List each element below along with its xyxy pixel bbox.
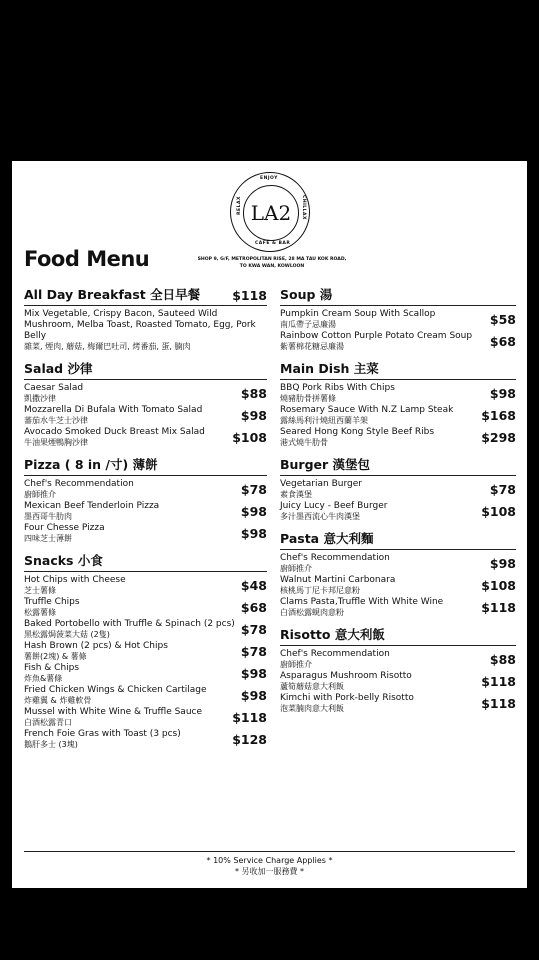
menu-item-name-en: Mussel with White Wine & Truffle Sauce xyxy=(24,707,203,717)
menu-item-name-en: Vegetarian Burger xyxy=(280,479,362,489)
menu-item-name-en: Kimchi with Pork-belly Risotto xyxy=(280,693,414,703)
breakfast-price: $118 xyxy=(232,288,267,303)
menu-item-price: $68 xyxy=(489,334,516,349)
menu-item xyxy=(24,663,267,684)
menu-item-name-zh: 多汁墨西流心牛肉漢堡 xyxy=(280,512,360,521)
menu-item-price: $98 xyxy=(240,526,267,541)
menu-item-names xyxy=(24,523,237,544)
menu-item-name-zh: 蘆筍蘑菇意大利飯 xyxy=(280,682,344,691)
menu-item xyxy=(24,405,267,426)
section-heading xyxy=(24,455,267,476)
menu-item xyxy=(24,597,267,618)
menu-item-names xyxy=(24,501,237,522)
risotto-heading: Risotto 意大利飯 xyxy=(280,627,385,642)
menu-item-price: $98 xyxy=(489,556,516,571)
menu-item-price: $108 xyxy=(232,430,267,445)
menu-item-name-en: Pumpkin Cream Soup With Scallop xyxy=(280,309,436,319)
menu-item-name-en: Hot Chips with Cheese xyxy=(24,575,126,585)
section-pizza xyxy=(24,455,267,544)
pizza-heading: Pizza ( 8 in /寸) 薄餅 xyxy=(24,457,158,472)
menu-item-names xyxy=(280,309,486,330)
salad-heading: Salad 沙律 xyxy=(24,361,93,376)
menu-item-name-zh: 薯餅(2塊) & 薯條 xyxy=(24,652,87,661)
menu-item-name-en: Four Chesse Pizza xyxy=(24,523,105,533)
service-charge-en: * 10% Service Charge Applies * xyxy=(206,856,333,865)
menu-page xyxy=(12,161,527,888)
breakfast-desc-en: Mix Vegetable, Crispy Bacon, Sauteed Wild Mushroom, Melba Toast, Roasted Tomato, Egg, Pork Belly xyxy=(24,309,256,341)
menu-item-name-en: Fish & Chips xyxy=(24,663,80,673)
section-heading xyxy=(280,625,516,646)
menu-item-price: $98 xyxy=(240,666,267,681)
section-salad xyxy=(24,359,267,448)
menu-item-name-en: Clams Pasta,Truffle With White Wine xyxy=(280,597,444,607)
logo-brand: LA2 xyxy=(243,185,299,241)
menu-item-name-zh: 廚師推介 xyxy=(24,490,56,499)
breakfast-heading: All Day Breakfast 全日早餐 xyxy=(24,287,201,302)
menu-item xyxy=(24,729,267,750)
logo-right-text: CHILLAX xyxy=(300,195,306,220)
menu-item-names xyxy=(280,575,477,596)
menu-item-names xyxy=(24,685,237,706)
address-line1: SHOP 9, G/F, METROPOLITAN RISE, 28 MA TAU KOK ROAD, xyxy=(197,257,347,262)
menu-item-names xyxy=(24,405,237,426)
menu-item-name-en: Avocado Smoked Duck Breast Mix Salad xyxy=(24,427,205,437)
section-soup xyxy=(280,285,516,352)
menu-item-price: $98 xyxy=(240,408,267,423)
menu-item-name-en: Chef's Recommendation xyxy=(24,479,134,489)
menu-item-name-zh: 凱撒沙律 xyxy=(24,394,56,403)
menu-item-name-zh: 素食漢堡 xyxy=(280,490,312,499)
menu-item-name-zh: 炸雞翼 & 炸雞軟骨 xyxy=(24,696,92,705)
menu-item xyxy=(280,331,516,352)
section-heading xyxy=(280,455,516,476)
menu-item-name-zh: 港式燒牛肋骨 xyxy=(280,438,328,447)
menu-item xyxy=(280,383,516,404)
menu-item-name-zh: 廚師推介 xyxy=(280,660,312,669)
menu-item xyxy=(24,523,267,544)
menu-item-price: $298 xyxy=(481,430,516,445)
menu-item-names xyxy=(24,383,237,404)
menu-item-price: $108 xyxy=(481,578,516,593)
menu-item-names xyxy=(24,575,237,596)
menu-item-price: $108 xyxy=(481,504,516,519)
menu-item-price: $58 xyxy=(489,312,516,327)
menu-item xyxy=(24,707,267,728)
main-heading: Main Dish 主菜 xyxy=(280,361,379,376)
menu-item-price: $78 xyxy=(489,482,516,497)
pasta-heading: Pasta 意大利麵 xyxy=(280,531,374,546)
menu-item-name-zh: 燒豬肋骨拼薯條 xyxy=(280,394,336,403)
right-column xyxy=(280,285,516,721)
breakfast-desc-zh: 雜菜, 煙肉, 蘑菇, 梅爾巴吐司, 烤番茄, 蛋, 腩肉 xyxy=(24,342,191,351)
menu-item xyxy=(280,501,516,522)
logo-top-text: ENJOY xyxy=(260,176,278,181)
menu-item-name-en: Walnut Martini Carbonara xyxy=(280,575,396,585)
menu-item-names xyxy=(24,597,237,618)
menu-item xyxy=(24,427,267,448)
menu-item-name-zh: 蕃茄水牛芝士沙律 xyxy=(24,416,88,425)
snacks-heading: Snacks 小食 xyxy=(24,553,103,568)
menu-item-name-zh: 廚師推介 xyxy=(280,564,312,573)
menu-item-name-en: Asparagus Mushroom Risotto xyxy=(280,671,412,681)
menu-item-names xyxy=(280,597,477,618)
section-pasta xyxy=(280,529,516,618)
menu-item-name-zh: 泡菜腩肉意大利飯 xyxy=(280,704,344,713)
menu-item-name-zh: 黑松露焗菠菜大菇 (2隻) xyxy=(24,630,110,639)
menu-item-price: $68 xyxy=(240,600,267,615)
menu-item-price: $78 xyxy=(240,482,267,497)
menu-item xyxy=(280,649,516,670)
menu-item-names xyxy=(280,427,477,448)
section-heading xyxy=(24,359,267,380)
menu-item-names xyxy=(280,331,486,352)
left-column xyxy=(24,285,267,757)
menu-item-name-en: Chef's Recommendation xyxy=(280,553,390,563)
menu-item-names xyxy=(280,649,486,670)
menu-item-name-zh: 露絲馬利汁燒紐西蘭羊架 xyxy=(280,416,368,425)
menu-item-name-zh: 紫薯棉花糖忌廉湯 xyxy=(280,342,344,351)
address xyxy=(192,256,352,270)
menu-item xyxy=(280,427,516,448)
menu-item-names xyxy=(24,619,237,640)
menu-item-price: $118 xyxy=(481,674,516,689)
section-heading xyxy=(280,529,516,550)
menu-item-names xyxy=(24,427,228,448)
menu-item-names xyxy=(280,479,486,500)
menu-item-price: $168 xyxy=(481,408,516,423)
menu-item-name-en: Rainbow Cotton Purple Potato Cream Soup xyxy=(280,331,473,341)
menu-item xyxy=(280,597,516,618)
menu-item xyxy=(280,575,516,596)
menu-item xyxy=(280,553,516,574)
menu-item-names xyxy=(280,671,477,692)
section-heading xyxy=(24,551,267,572)
menu-item-price: $78 xyxy=(240,622,267,637)
menu-item-names xyxy=(280,501,477,522)
menu-item xyxy=(24,479,267,500)
menu-item-names xyxy=(280,405,477,426)
menu-item-name-en: Caesar Salad xyxy=(24,383,84,393)
menu-item-price: $118 xyxy=(481,600,516,615)
menu-item-names xyxy=(24,729,228,750)
menu-item-name-zh: 白酒松露青口 xyxy=(24,718,72,727)
logo xyxy=(230,172,310,252)
menu-item-price: $88 xyxy=(489,652,516,667)
menu-item xyxy=(24,619,267,640)
menu-item-price: $118 xyxy=(232,710,267,725)
menu-item-name-en: Chef's Recommendation xyxy=(280,649,390,659)
menu-item-name-en: Baked Portobello with Truffle & Spinach (2 pcs) xyxy=(24,619,235,629)
section-risotto xyxy=(280,625,516,714)
menu-item-name-en: Mozzarella Di Bufala With Tomato Salad xyxy=(24,405,203,415)
menu-item-name-en: French Foie Gras with Toast (3 pcs) xyxy=(24,729,181,739)
menu-item-name-zh: 鵝肝多士 (3塊) xyxy=(24,740,78,749)
menu-item xyxy=(24,383,267,404)
logo-left-text: RELAX xyxy=(236,196,242,215)
section-heading xyxy=(280,285,516,306)
menu-item-names xyxy=(24,641,237,662)
menu-item-name-en: Seared Hong Kong Style Beef Ribs xyxy=(280,427,435,437)
menu-item-name-en: Hash Brown (2 pcs) & Hot Chips xyxy=(24,641,168,651)
section-main xyxy=(280,359,516,448)
menu-item-price: $78 xyxy=(240,644,267,659)
menu-item-name-zh: 墨西哥牛肋肉 xyxy=(24,512,72,521)
menu-item-names xyxy=(24,663,237,684)
menu-item xyxy=(24,685,267,706)
menu-item-name-en: Juicy Lucy - Beef Burger xyxy=(280,501,388,511)
menu-item-price: $48 xyxy=(240,578,267,593)
menu-item-name-zh: 芝士薯條 xyxy=(24,586,56,595)
menu-item-names xyxy=(280,383,486,404)
address-line2: TO KWA WAN, KOWLOON xyxy=(239,264,305,269)
menu-item-name-zh: 炸魚&薯條 xyxy=(24,674,63,683)
menu-item-name-en: Truffle Chips xyxy=(24,597,80,607)
menu-item-names xyxy=(280,693,477,714)
footer xyxy=(24,851,515,877)
logo-bottom-text: CAFE & BAR xyxy=(255,241,291,246)
menu-item-names xyxy=(24,479,237,500)
service-charge-zh: * 另收加一服務費 * xyxy=(234,867,305,876)
menu-item-name-en: Mexican Beef Tenderloin Pizza xyxy=(24,501,160,511)
page-title: Food Menu xyxy=(24,247,150,271)
menu-item-name-zh: 白酒松露蜆肉意粉 xyxy=(280,608,344,617)
menu-item-name-en: BBQ Pork Ribs With Chips xyxy=(280,383,395,393)
section-heading xyxy=(280,359,516,380)
menu-item xyxy=(280,693,516,714)
menu-item xyxy=(24,575,267,596)
section-burger xyxy=(280,455,516,522)
menu-item xyxy=(280,309,516,330)
burger-heading: Burger 漢堡包 xyxy=(280,457,371,472)
section-snacks xyxy=(24,551,267,750)
menu-item-price: $118 xyxy=(481,696,516,711)
menu-item-price: $98 xyxy=(240,688,267,703)
menu-item-name-zh: 核桃馬丁尼卡邦尼意粉 xyxy=(280,586,360,595)
menu-item xyxy=(280,405,516,426)
section-heading xyxy=(24,285,267,306)
soup-heading: Soup 湯 xyxy=(280,287,333,302)
menu-item-name-zh: 南瓜帶子忌廉湯 xyxy=(280,320,336,329)
menu-item xyxy=(280,479,516,500)
menu-item-name-zh: 牛油果煙鴨胸沙律 xyxy=(24,438,88,447)
menu-item xyxy=(24,641,267,662)
menu-item-names xyxy=(280,553,486,574)
menu-item-price: $88 xyxy=(240,386,267,401)
section-breakfast xyxy=(24,285,267,352)
menu-item xyxy=(280,671,516,692)
menu-item-name-en: Rosemary Sauce With N.Z Lamp Steak xyxy=(280,405,454,415)
menu-item-name-en: Fried Chicken Wings & Chicken Cartilage xyxy=(24,685,207,695)
menu-item-name-zh: 四味芝士薄餅 xyxy=(24,534,72,543)
menu-item-price: $128 xyxy=(232,732,267,747)
menu-item-name-zh: 松露薯條 xyxy=(24,608,56,617)
menu-item-names xyxy=(24,707,228,728)
menu-item-price: $98 xyxy=(489,386,516,401)
menu-item xyxy=(24,501,267,522)
menu-item-price: $98 xyxy=(240,504,267,519)
